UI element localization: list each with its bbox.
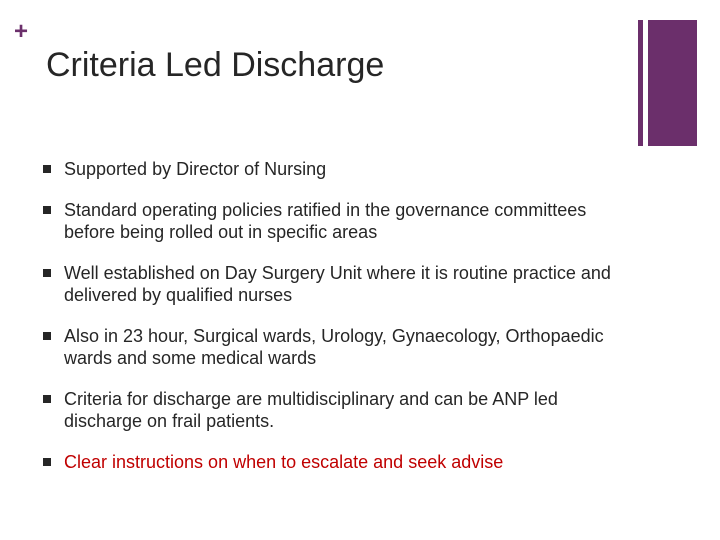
square-bullet-icon — [43, 206, 51, 214]
bullet-text: Criteria for discharge are multidisciplinary and can be ANP led discharge on frail patients. — [64, 389, 558, 431]
bullet-list — [40, 158, 640, 492]
bullet-item — [40, 199, 640, 243]
bullet-item — [40, 325, 640, 369]
bullet-item — [40, 158, 640, 180]
bullet-text: Clear instructions on when to escalate and seek advise — [64, 452, 504, 472]
bullet-text: Standard operating policies ratified in the governance committees before being rolled out in specific areas — [64, 200, 587, 242]
bullet-text: Supported by Director of Nursing — [64, 159, 327, 179]
bullet-item-highlighted — [40, 451, 640, 473]
square-bullet-icon — [43, 458, 51, 466]
slide-title: Criteria Led Discharge — [46, 46, 385, 84]
square-bullet-icon — [43, 332, 51, 340]
accent-bar-thin — [638, 20, 643, 146]
square-bullet-icon — [43, 269, 51, 277]
accent-bar-thick — [648, 20, 697, 146]
bullet-text: Also in 23 hour, Surgical wards, Urology, Gynaecology, Orthopaedic wards and some medical wards — [64, 326, 604, 368]
plus-icon: + — [14, 18, 29, 45]
bullet-item — [40, 262, 640, 306]
square-bullet-icon — [43, 395, 51, 403]
bullet-item — [40, 388, 640, 432]
bullet-text: Well established on Day Surgery Unit where it is routine practice and delivered by qualified nurses — [64, 263, 611, 305]
square-bullet-icon — [43, 165, 51, 173]
